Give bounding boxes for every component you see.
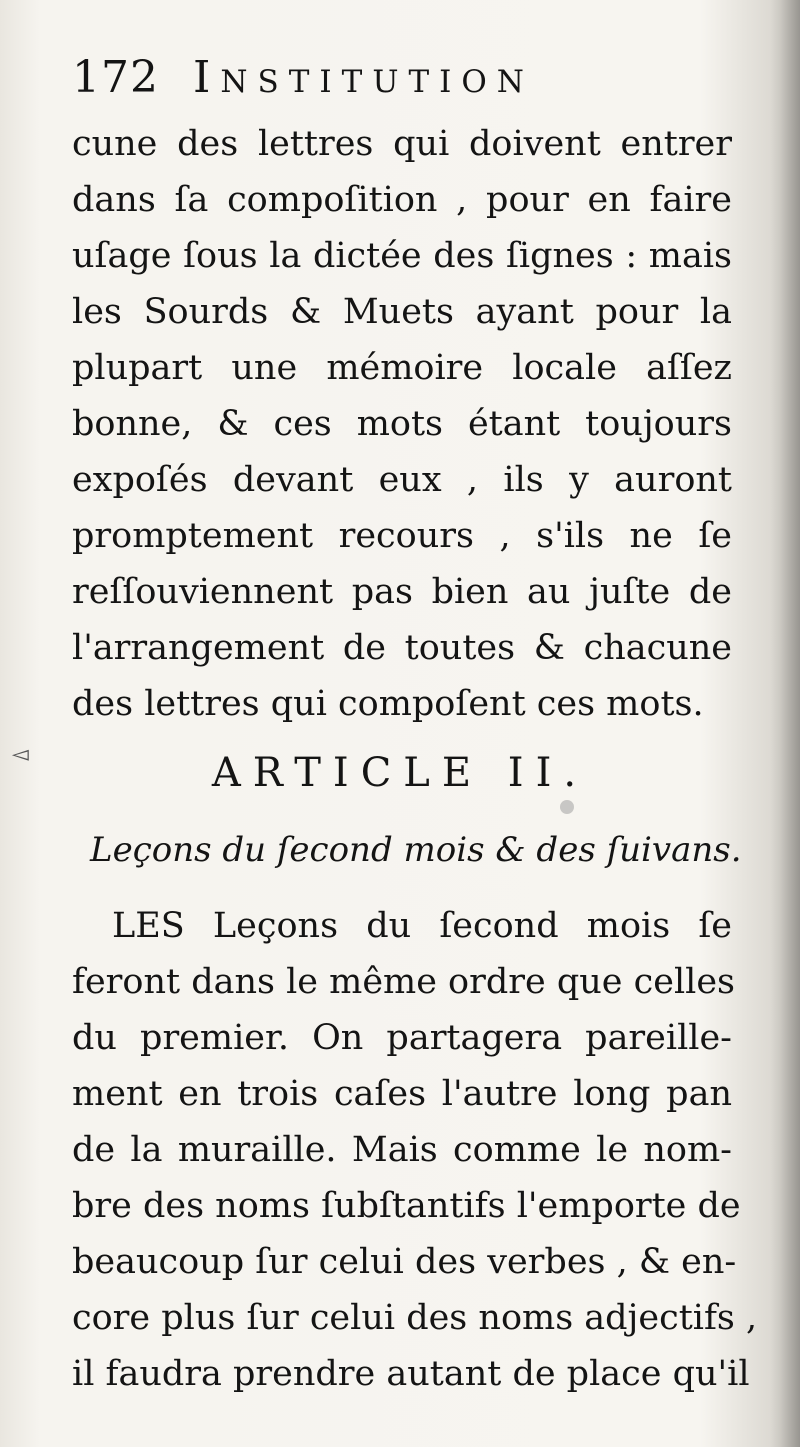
text-line: feront dans le même ordre que celles xyxy=(72,962,736,1002)
ink-smudge xyxy=(560,800,574,814)
article-heading: ARTICLE II. xyxy=(211,750,589,796)
text-line: core plus ſur celui des noms adjectifs , xyxy=(72,1298,758,1338)
margin-mark: ◅ xyxy=(12,742,29,767)
running-title-rest: NSTITUTION xyxy=(220,64,534,100)
text-line: reſſouviennent pas bien au juſte de xyxy=(72,572,732,612)
text-line: il faudra prendre autant de place qu'il xyxy=(72,1354,750,1394)
text-line: de la muraille. Mais comme le nom- xyxy=(72,1130,732,1170)
text-line: expoſés devant eux , ils y auront xyxy=(72,460,732,500)
text-line: plupart une mémoire locale aſſez xyxy=(72,348,732,388)
text-line: bonne, & ces mots étant toujours xyxy=(72,404,732,444)
text-line: des lettres qui compoſent ces mots. xyxy=(72,684,704,724)
text-line: beaucoup ſur celui des verbes , & en- xyxy=(72,1242,737,1282)
text-line: promptement recours , s'ils ne ſe xyxy=(72,516,732,556)
article-subtitle: Leçons du ſecond mois & des ſuivans. xyxy=(90,830,742,870)
text-line: dans ſa compoſition , pour en faire xyxy=(72,180,732,220)
text-line: du premier. On partagera pareille- xyxy=(72,1018,732,1058)
text-line: LES Leçons du ſecond mois ſe xyxy=(112,906,732,946)
text-line: cune des lettres qui doivent entrer xyxy=(72,124,732,164)
text-line: les Sourds & Muets ayant pour la xyxy=(72,292,732,332)
text-line: bre des noms ſubſtantifs l'emporte de xyxy=(72,1186,741,1226)
text-line: ment en trois caſes l'autre long pan xyxy=(72,1074,732,1114)
page-spine-shadow xyxy=(770,0,800,1447)
running-header xyxy=(72,48,732,108)
text-line: l'arrangement de toutes & chacune xyxy=(72,628,732,668)
text-line: uſage ſous la dictée des ſignes : mais xyxy=(72,236,732,276)
running-title-initial: I xyxy=(192,52,221,103)
page-number: 172 xyxy=(72,52,159,103)
running-title xyxy=(193,52,534,103)
